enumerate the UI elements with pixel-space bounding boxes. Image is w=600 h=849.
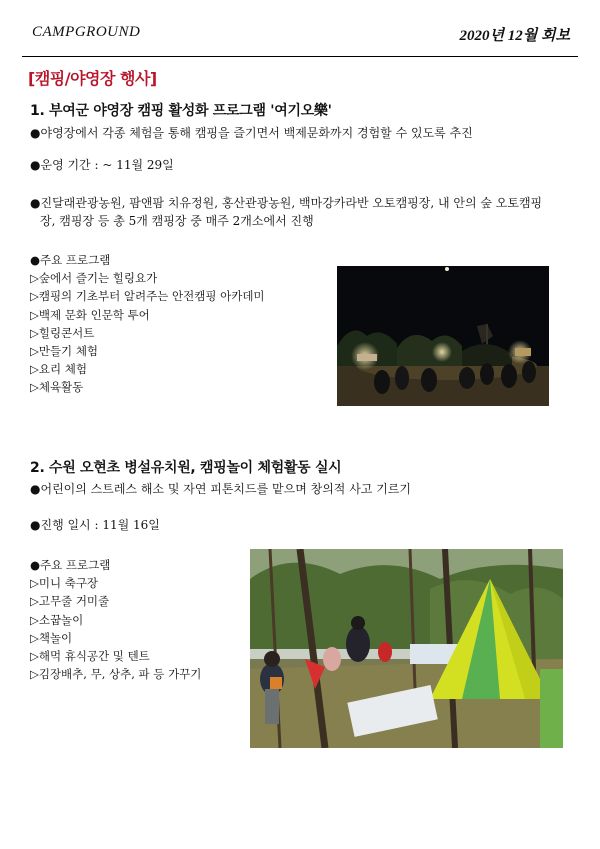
page-header [32,24,570,46]
list-item: ▷김장배추, 무, 상추, 파 등 가꾸기 [30,667,202,682]
header-brand: CAMPGROUND [32,24,141,40]
header-divider [22,56,578,57]
list-item: ▷미니 축구장 [30,576,99,591]
section-title: [캠핑/야영장 행사] [28,69,157,88]
list-item: ▷힐링콘서트 [30,325,95,340]
list-item: ▷해먹 휴식공간 및 텐트 [30,649,150,664]
s2-date: ●진행 일시 : 11월 16일 [30,518,160,532]
s1-venues-line1: ●진달래관광농원, 팜앤팜 치유정원, 홍산관광농원, 백마강카라반 오토캠핑장, 내 안의 숲 오토캠핑 [30,196,543,210]
s2-heading: 2. 수원 오현초 병설유치원, 캠핑놀이 체험활동 실시 [30,460,342,476]
s1-period: ●운영 기간 : ~ 11월 29일 [30,158,174,172]
list-item: ▷만들기 체험 [30,344,99,359]
list-item: ▷캠핑의 기초부터 알려주는 안전캠핑 아카데미 [30,289,265,304]
kindergarten-camp-photo [250,549,563,748]
header-issue: 2020년 12월 회보 [459,28,570,44]
s1-program-heading: ●주요 프로그램 [30,253,111,267]
s1-program-list [30,251,265,397]
s1-venues-line2: 장, 캠핑장 등 총 5개 캠핑장 중 매주 2개소에서 진행 [40,214,314,228]
list-item: ▷책놀이 [30,630,73,645]
list-item: ▷백제 문화 인문학 투어 [30,307,150,322]
night-camp-photo [337,266,549,406]
list-item: ▷숲에서 즐기는 힐링요가 [30,271,158,286]
s2-program-heading: ●주요 프로그램 [30,558,111,572]
list-item: ▷요리 체험 [30,362,87,377]
list-item: ▷체육활동 [30,380,84,395]
s1-heading: 1. 부여군 야영장 캠핑 활성화 프로그램 '여기오樂' [30,103,332,119]
s2-program-list [30,556,201,683]
list-item: ▷고무줄 거미줄 [30,594,110,609]
s1-purpose: ●야영장에서 각종 체험을 통해 캠핑을 즐기면서 백제문화까지 경험할 수 있도록 추진 [30,126,473,140]
s2-purpose: ●어린이의 스트레스 해소 및 자연 피톤치드를 맡으며 창의적 사고 기르기 [30,482,411,496]
list-item: ▷소꿉놀이 [30,612,84,627]
